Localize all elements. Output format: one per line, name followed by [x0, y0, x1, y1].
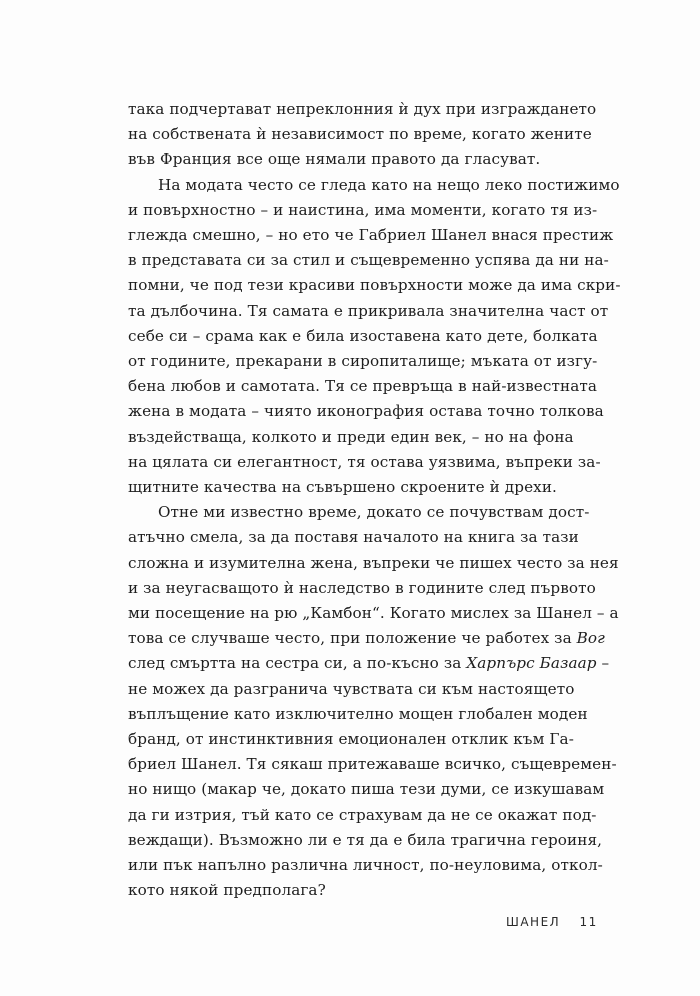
text-line: кото някой предполага?	[128, 881, 326, 900]
text-line: въздействаща, колкото и преди един век, – но на фона	[128, 427, 574, 446]
text-line: бена любов и самотата. Тя се превръща в най-известната	[128, 377, 598, 396]
text-line: глежда смешно, – но ето че Габриел Шанел внася престиж	[128, 226, 614, 245]
text-line: на цялата си елегантност, тя остава уязвима, въпреки за-	[128, 452, 601, 471]
text-line: веждащи). Възможно ли е тя да е била трагична героиня,	[128, 830, 603, 849]
text-line: или пък напълно различна личност, по-неуловима, откол-	[128, 856, 603, 875]
page-footer	[506, 915, 598, 929]
text-line: атъчно смела, за да поставя началото на книга за тази	[128, 528, 579, 547]
text-line: сложна и изумителна жена, въпреки че пишех често за нея	[128, 553, 619, 572]
text-line: на собствената ѝ независимост по време, когато жените	[128, 125, 592, 144]
page-number: 11	[579, 915, 598, 929]
text-line: така подчертават непреклонния ѝ дух при изграждането	[128, 100, 597, 118]
text-line: и за неугасващото ѝ наследство в годините след първото	[128, 578, 596, 597]
text-line: от годините, прекарани в сиропиталище; мъката от изгу-	[128, 352, 598, 371]
text-line: себе си – срама как е била изоставена като дете, болката	[128, 326, 598, 345]
text-line: във Франция все още нямали правото да гласуват.	[128, 150, 541, 169]
text-line: бранд, от инстинктивния емоционален отклик към Га-	[128, 730, 574, 749]
text-line: да ги изтрия, тъй като се страхувам да не се окажат под-	[128, 805, 597, 824]
text-line: щитните качества на съвършено скроените ѝ дрехи.	[128, 478, 557, 497]
text-line: след смъртта на сестра си, а по-късно за Харпърс Базаар –	[128, 654, 610, 673]
text-line: в представата си за стил и същевременно успява да ни на-	[128, 251, 609, 270]
text-line: помни, че под тези красиви повърхности може да има скри-	[128, 276, 621, 295]
running-head: ШАНЕЛ	[506, 915, 561, 929]
paragraph-3	[128, 500, 619, 903]
paragraph-1	[128, 97, 597, 173]
text-line: това се случваше често, при положение че работех за Вог	[128, 629, 605, 648]
text-line: та дълбочина. Тя самата е прикривала значителна част от	[128, 301, 609, 320]
text-line: бриел Шанел. Тя сякаш притежаваше всичко, същевремен-	[128, 755, 617, 774]
text-line: жена в модата – чиято иконография остава точно толкова	[128, 402, 604, 421]
text-line: На модата често се гледа като на нещо леко постижимо	[158, 175, 620, 194]
text-line: Отне ми известно време, докато се почувствам дост-	[158, 503, 590, 522]
body-text	[128, 97, 621, 904]
text-line: въплъщение като изключително мощен глобален моден	[128, 704, 588, 723]
text-line: ми посещение на рю „Камбон“. Когато мислех за Шанел – а	[128, 604, 619, 623]
text-line: не можех да разгранича чувствата си към настоящето	[128, 679, 575, 698]
paragraph-2	[128, 173, 621, 501]
text-line: и повърхностно – и наистина, има моменти, когато тя из-	[128, 200, 598, 219]
text-line: но нищо (макар че, докато пиша тези думи, се изкушавам	[128, 780, 605, 799]
